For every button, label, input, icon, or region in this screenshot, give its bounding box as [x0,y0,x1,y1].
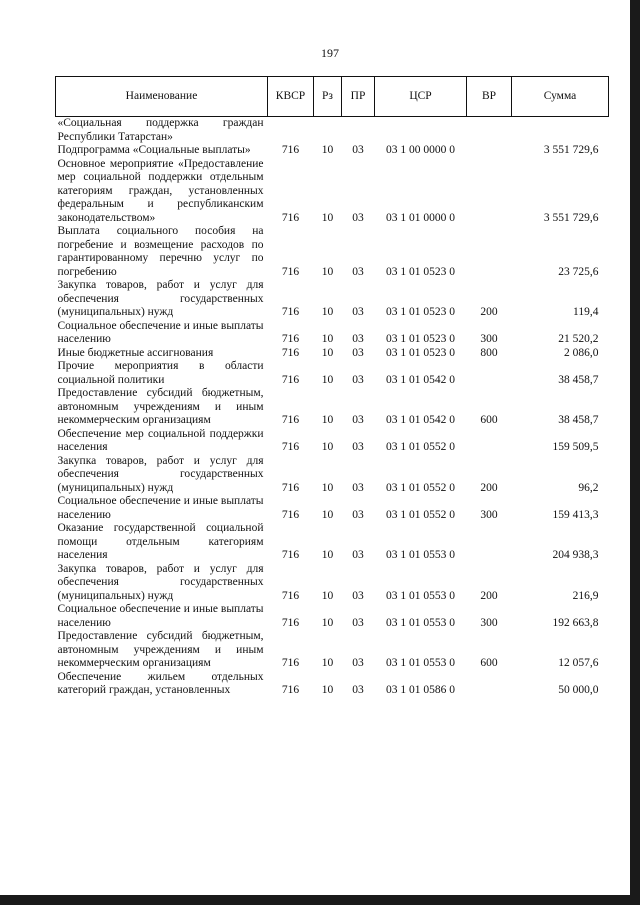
cell-kvsr: 716 [281,346,300,359]
cell-kvsr: 716 [281,549,300,561]
header-vr: ВР [467,77,512,117]
cell-sum: 21 520,2 [558,333,599,345]
cell-kvsr [268,117,314,145]
cell-sum [512,117,609,145]
cell-pr: 03 [352,508,364,521]
table-row [56,279,609,320]
table-row [56,522,609,563]
cell-name: «Социальная поддержка граждан Республики Татарстан» [57,117,264,143]
cell-pr: 03 [352,657,364,669]
cell-csr: 03 1 01 0523 0 [386,333,455,345]
cell-pr: 03 [352,481,364,494]
cell-sum: 50 000,0 [558,684,599,696]
cell-sum: 38 458,7 [558,373,599,386]
cell-rz: 10 [321,414,334,426]
cell-name: Прочие мероприятия в области социальной политики [57,360,264,386]
cell-pr: 03 [352,265,364,278]
cell-kvsr: 716 [281,441,300,453]
cell-csr: 03 1 01 0523 0 [386,306,455,318]
cell-sum: 204 938,3 [552,549,599,561]
cell-rz: 10 [321,589,334,602]
table-header [56,77,609,117]
cell-name: Предоставление субсидий бюджетным, автономным учреждениям и иным некоммерческим организациям [57,630,264,669]
cell-rz: 10 [321,346,334,359]
table-body [56,117,609,698]
cell-kvsr: 716 [281,684,300,696]
cell-sum: 119,4 [573,306,599,318]
cell-rz: 10 [321,481,334,494]
cell-kvsr: 716 [281,211,300,224]
cell-kvsr: 716 [281,373,300,386]
cell-rz: 10 [321,211,334,224]
cell-pr: 03 [352,333,364,345]
cell-csr: 03 1 01 0553 0 [386,616,455,629]
table-row [56,387,609,428]
cell-csr [375,117,467,145]
cell-pr: 03 [352,549,364,561]
cell-sum: 96,2 [578,481,599,494]
cell-vr: 300 [480,616,498,629]
cell-sum: 3 551 729,6 [543,211,599,224]
cell-vr: 600 [480,657,498,669]
cell-pr: 03 [352,441,364,453]
cell-rz: 10 [321,333,334,345]
header-csr: ЦСР [375,77,467,117]
header-sum: Сумма [512,77,609,117]
table-row [56,630,609,671]
cell-pr: 03 [352,144,364,156]
cell-pr: 03 [352,211,364,224]
cell-csr: 03 1 01 0542 0 [386,414,455,426]
cell-sum: 23 725,6 [558,265,599,278]
table-row [56,563,609,604]
cell-vr [467,225,512,279]
cell-kvsr: 716 [281,481,300,494]
cell-vr: 300 [480,333,498,345]
cell-name: Закупка товаров, работ и услуг для обеспечения государственных (муниципальных) нужд [57,279,264,318]
cell-vr: 200 [480,589,498,602]
cell-kvsr: 716 [281,414,300,426]
cell-pr: 03 [352,616,364,629]
cell-sum: 159 413,3 [552,508,599,521]
header-kvsr: КВСР [268,77,314,117]
cell-kvsr: 716 [281,333,300,345]
cell-sum: 12 057,6 [558,657,599,669]
cell-csr: 03 1 01 0553 0 [386,657,455,669]
table-row [56,455,609,496]
cell-name: Иные бюджетные ассигнования [57,346,214,359]
cell-rz [314,117,342,145]
cell-rz: 10 [321,441,334,453]
cell-sum: 216,9 [572,589,599,602]
table-row [56,347,609,361]
cell-pr [342,117,375,145]
cell-vr [467,117,512,145]
cell-name: Социальное обеспечение и иные выплаты населению [57,603,264,629]
cell-rz: 10 [321,684,334,696]
cell-csr: 03 1 01 0523 0 [386,346,455,359]
cell-vr: 300 [480,508,498,521]
cell-name: Выплата социального пособия на погребение и возмещение расходов по гарантированному перечню услуг по погребению [57,225,264,278]
table-row [56,158,609,226]
cell-rz: 10 [321,265,334,278]
page-number: 197 [321,46,339,60]
budget-table [55,76,609,698]
cell-sum: 192 663,8 [552,616,599,629]
header-name: Наименование [56,77,268,117]
table-row [56,117,609,145]
cell-pr: 03 [352,373,364,386]
cell-kvsr: 716 [281,265,300,278]
cell-vr [467,144,512,158]
cell-csr: 03 1 01 0586 0 [386,684,455,696]
cell-csr: 03 1 01 0000 0 [386,211,455,224]
cell-name: Закупка товаров, работ и услуг для обеспечения государственных (муниципальных) нужд [57,454,264,494]
cell-rz: 10 [321,657,334,669]
cell-rz: 10 [321,144,334,156]
cell-name: Обеспечение жильем отдельных категорий граждан, установленных [57,670,264,696]
cell-csr: 03 1 01 0542 0 [386,373,455,386]
cell-kvsr: 716 [281,144,300,156]
table-row [56,360,609,387]
cell-csr: 03 1 01 0552 0 [386,441,455,453]
cell-sum: 2 086,0 [564,346,599,359]
cell-sum: 159 509,5 [552,441,599,453]
cell-vr [467,158,512,226]
cell-rz: 10 [321,508,334,521]
cell-name: Социальное обеспечение и иные выплаты населению [57,319,264,345]
cell-csr: 03 1 01 0553 0 [386,589,455,602]
cell-csr: 03 1 00 0000 0 [386,144,455,156]
cell-name: Оказание государственной социальной помощи отдельным категориям населения [57,522,264,561]
cell-sum: 38 458,7 [558,414,599,426]
cell-kvsr: 716 [281,306,300,318]
cell-vr: 600 [480,414,498,426]
cell-csr: 03 1 01 0553 0 [386,549,455,561]
table-row [56,671,609,698]
scan-border-right [630,0,640,905]
table-row [56,320,609,347]
cell-vr [467,428,512,455]
cell-csr: 03 1 01 0552 0 [386,481,455,494]
cell-name: Обеспечение мер социальной поддержки населения [57,427,264,453]
cell-kvsr: 716 [281,589,300,602]
cell-vr: 200 [480,306,498,318]
cell-kvsr: 716 [281,616,300,629]
cell-pr: 03 [352,306,364,318]
cell-name: Предоставление субсидий бюджетным, автономным учреждениям и иным некоммерческим организациям [57,387,264,426]
cell-name: Подпрограмма «Социальные выплаты» [57,144,251,156]
cell-rz: 10 [321,616,334,629]
cell-vr: 800 [480,346,498,359]
cell-rz: 10 [321,549,334,561]
cell-sum: 3 551 729,6 [543,144,599,156]
cell-kvsr: 716 [281,508,300,521]
table-row [56,225,609,279]
cell-csr: 03 1 01 0523 0 [386,265,455,278]
cell-vr [467,360,512,387]
scan-border-bottom [0,895,640,905]
header-rz: Рз [314,77,342,117]
cell-pr: 03 [352,414,364,426]
cell-rz: 10 [321,306,334,318]
cell-vr [467,671,512,698]
table-row [56,144,609,158]
cell-rz: 10 [321,373,334,386]
cell-pr: 03 [352,346,364,359]
cell-pr: 03 [352,684,364,696]
table-row [56,495,609,522]
cell-name: Закупка товаров, работ и услуг для обеспечения государственных (муниципальных) нужд [57,562,264,602]
cell-name: Социальное обеспечение и иные выплаты населению [57,495,264,521]
cell-csr: 03 1 01 0552 0 [386,508,455,521]
cell-kvsr: 716 [281,657,300,669]
table-row [56,603,609,630]
header-pr: ПР [342,77,375,117]
table-row [56,428,609,455]
cell-vr [467,522,512,563]
cell-pr: 03 [352,589,364,602]
cell-name: Основное мероприятие «Предоставление мер социальной поддержки отдельным категориям граждан, установленных федеральным и республиканским законодательством» [57,157,264,224]
cell-vr: 200 [480,481,498,494]
